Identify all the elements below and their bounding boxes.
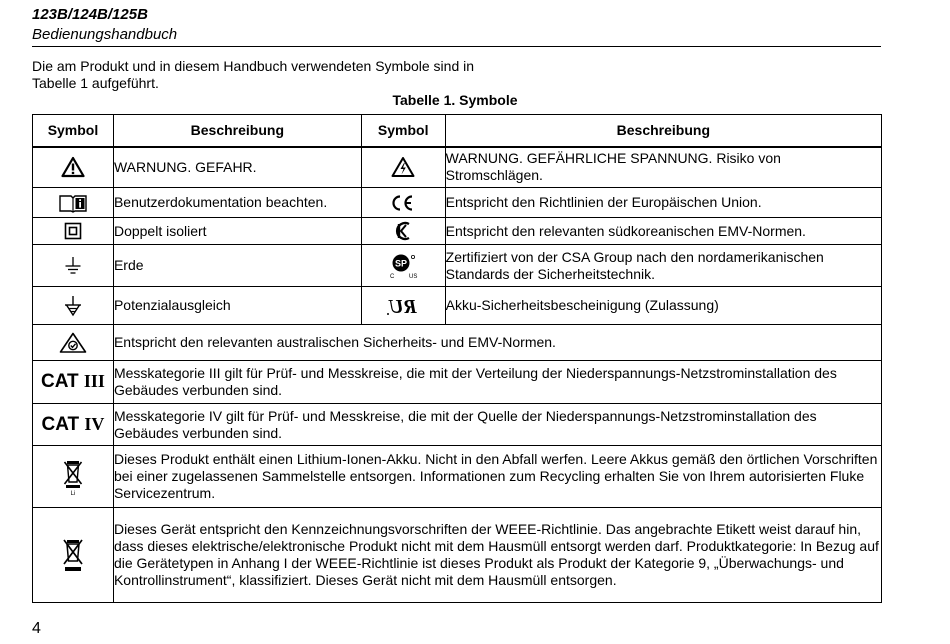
page-number: 4 [32,620,41,637]
document-subtitle: Bedienungshandbuch [32,26,178,43]
svg-text:SP: SP [395,258,408,268]
table-row [33,188,882,218]
symbol-description: Zertifiziert von der CSA Group nach den nordamerikanischen Standards der Sicherheitstechnik. [445,245,881,287]
symbol-description: WARNUNG. GEFAHR. [113,147,361,188]
rcm-mark-icon [59,332,87,354]
symbol-description: Messkategorie IV gilt für Prüf- und Messkreise, die mit der Quelle der Niederspannungs-Netzstrominstallation des Gebäudes verbunden sind. [113,404,881,446]
weee-icon [62,537,84,573]
csa-mark-icon [386,253,420,279]
ce-mark-icon [390,194,416,212]
symbol-description: Entspricht den Richtlinien der Europäischen Union. [445,188,881,218]
header-symbol-left: Symbol [33,115,114,147]
symbols-table [32,114,882,603]
symbol-description: Entspricht den relevanten südkoreanischen EMV-Normen. [445,218,881,245]
symbol-description: Entspricht den relevanten australischen Sicherheits- und EMV-Normen. [113,325,881,361]
header-description-left: Beschreibung [113,115,361,147]
double-insulated-icon [64,222,82,240]
table-row [33,218,882,245]
symbol-description: Benutzerdokumentation beachten. [113,188,361,218]
ul-recognized-icon [386,295,420,317]
header-symbol-right: Symbol [361,115,445,147]
earth-ground-icon [64,256,82,276]
header-description-right: Beschreibung [445,115,881,147]
svg-text:Li: Li [70,490,76,496]
cat-iii-icon: CAT III [41,371,105,392]
table-row [33,446,882,508]
symbol-description: Potenzialausgleich [113,287,361,325]
high-voltage-warning-icon [391,156,415,178]
li-ion-disposal-icon [63,458,83,496]
symbol-description: WARNUNG. GEFÄHRLICHE SPANNUNG. Risiko von Stromschlägen. [445,147,881,188]
svg-text:US: US [409,273,418,279]
symbol-description: Akku-Sicherheitsbescheinigung (Zulassung) [445,287,881,325]
symbol-description: Dieses Produkt enthält einen Lithium-Ionen-Akku. Nicht in den Abfall werfen. Leere Akkus gemäß den örtlichen Vorschriften bei einer zugelassenen Sammelstelle entsorgen. Informationen zum Recycling erhalten Sie von Ihrem autorisierten Fluke Servicezentrum. [113,446,881,508]
table-header-row [33,115,882,147]
table-row [33,325,882,361]
symbol-description: Erde [113,245,361,287]
table-caption: Tabelle 1. Symbole [392,92,518,108]
cat-iv-icon: CAT IV [41,413,105,435]
table-row [33,361,882,404]
document-model-title: 123B/124B/125B [32,6,148,23]
table-row [33,147,882,188]
table-row [33,404,882,446]
symbol-description: Dieses Gerät entspricht den Kennzeichnungsvorschriften der WEEE-Richtlinie. Das angebrachte Etikett weist darauf hin, dass dieses elektrische/elektronische Produkt nicht mit dem Hausmüll entsorgt werden darf. Produktkategorie: In Bezug auf die Gerätetypen in Anhang I der WEEE-Richtlinie ist dieses Produkt als Produkt der Kategorie 9, „Überwachungs- und Kontrollinstrument“, klassifiziert. Dieses Gerät nicht mit dem Hausmüll entsorgen. [113,508,881,603]
warning-triangle-icon [61,156,85,178]
table-row [33,287,882,325]
symbol-description: Messkategorie III gilt für Prüf- und Messkreise, die mit der Verteilung der Niederspannungs-Netzstrominstallation des Gebäudes verbunden sind. [113,361,881,404]
svg-text:C: C [390,273,395,279]
equipotential-icon [64,295,82,317]
table-row [33,245,882,287]
intro-paragraph: Die am Produkt und in diesem Handbuch verwendeten Symbole sind in Tabelle 1 aufgeführt. [32,58,475,91]
svg-text:RU: RU [389,295,418,317]
header-divider [32,46,881,47]
table-row [33,508,882,603]
read-manual-icon [58,193,88,213]
symbol-description: Doppelt isoliert [113,218,361,245]
kc-mark-icon [394,221,412,241]
